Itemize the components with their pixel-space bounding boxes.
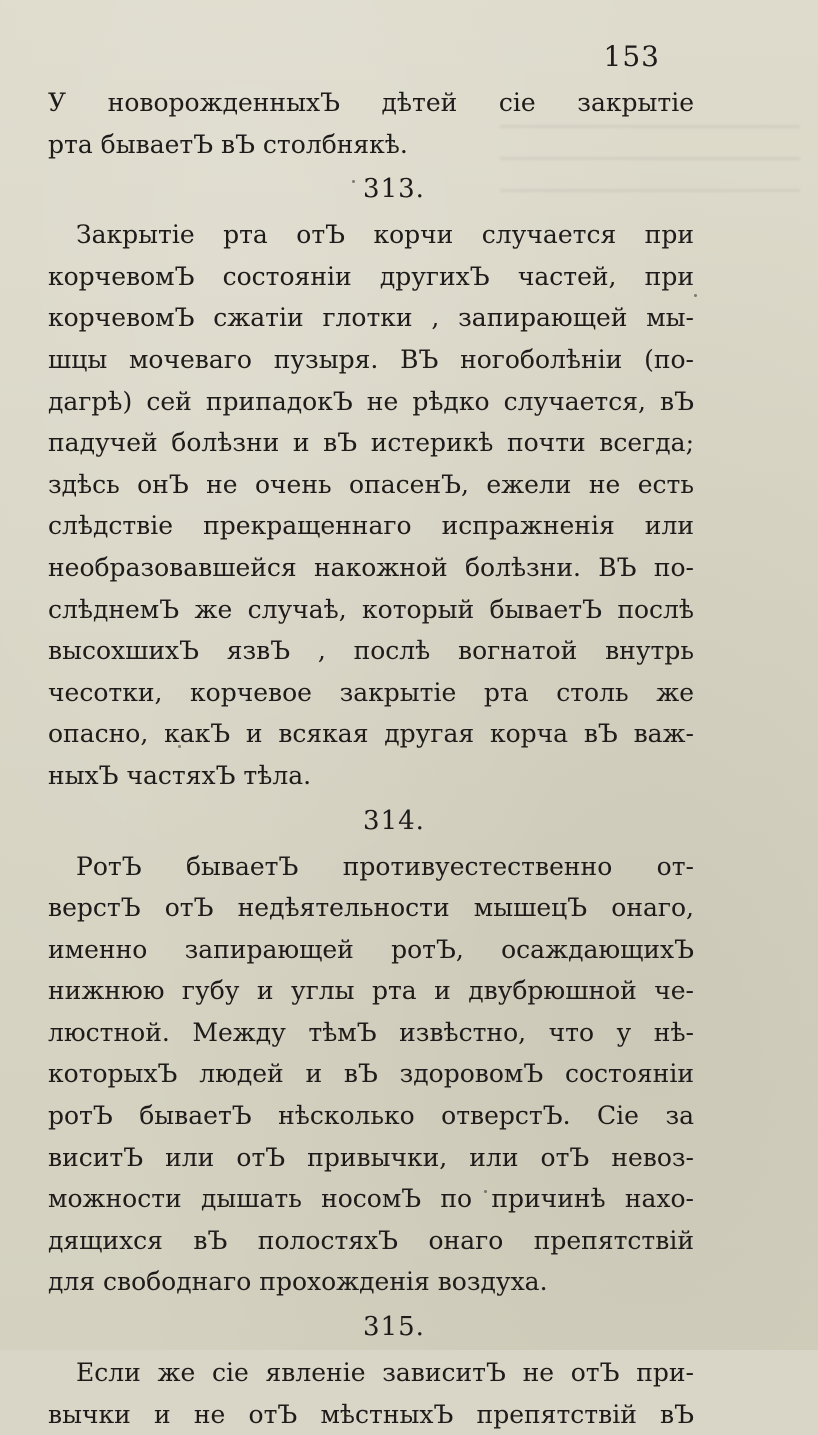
text-line: дагрѣ) сей припадокЪ не рѣдко случается, вЪ xyxy=(48,386,694,416)
text-line: необразовавшейся накожной болѣзни. ВЪ по- xyxy=(48,552,694,582)
text-line: шцы мочеваго пузыря. ВЪ ногоболѣніи (по- xyxy=(48,344,694,374)
text-line: опасно, какЪ и всякая другая корча вЪ важ- xyxy=(48,719,694,749)
text-line: дящихся вЪ полостяхЪ онаго препятствій xyxy=(48,1225,694,1255)
text-line: которыхЪ людей и вЪ здоровомЪ состояніи xyxy=(48,1059,694,1089)
text-line: У новорожденныхЪ дѣтей сіе закрытіе xyxy=(48,88,694,117)
text-line: РотЪ бываетЪ противуестественно от- xyxy=(76,851,694,881)
text-line: ныхЪ частяхЪ тѣла. xyxy=(48,760,312,790)
section-number-314: 314. xyxy=(363,805,425,836)
text-line: виситЪ или отЪ привычки, или отЪ невоз- xyxy=(48,1142,694,1172)
text-line: именно запирающей ротЪ, осаждающихЪ xyxy=(48,934,694,964)
text-line: корчевомЪ состояніи другихЪ частей, при xyxy=(48,261,694,291)
text-line: чесотки, корчевое закрытіе рта столь же xyxy=(48,677,694,707)
text-line: Если же сіе явленіе зависитЪ не отЪ при- xyxy=(76,1358,694,1388)
paper-speck xyxy=(694,294,697,297)
text-line: здѣсь онЪ не очень опасенЪ, ежели не есть xyxy=(48,469,694,499)
text-line: можности дышать носомЪ по причинѣ нахо- xyxy=(48,1184,694,1214)
text-line: высохшихЪ язвЪ , послѣ вогнатой внутрь xyxy=(48,636,694,666)
page-text xyxy=(48,82,694,1435)
text-line: корчевомЪ сжатіи глотки , запирающей мы- xyxy=(48,303,694,333)
text-line: падучей болѣзни и вЪ истерикѣ почти всегда; xyxy=(48,428,694,458)
text-line: ротЪ бываетЪ нѣсколько отверстЪ. Сіе за xyxy=(48,1101,694,1131)
text-line: вычки и не отЪ мѣстныхЪ препятствій вЪ xyxy=(48,1399,694,1429)
text-line: нижнюю губу и углы рта и двубрюшной че- xyxy=(48,976,694,1006)
section-number-313: 313. xyxy=(363,174,425,205)
text-line: Закрытіе рта отЪ корчи случается при xyxy=(76,220,694,250)
text-line: верстЪ отЪ недѣятельности мышецЪ онаго, xyxy=(48,893,694,923)
text-line: люстной. Между тѣмЪ извѣстно, что у нѣ- xyxy=(48,1017,694,1047)
text-line: для свободнаго прохожденія воздуха. xyxy=(48,1267,548,1297)
section-number-315: 315. xyxy=(363,1312,425,1343)
text-line: рта бываетЪ вЪ столбнякѣ. xyxy=(48,129,408,159)
text-line: слѣдствіе прекращеннаго испражненія или xyxy=(48,511,694,541)
text-line: слѣднемЪ же случаѣ, который бываетЪ послѣ xyxy=(48,594,694,624)
page-number: 153 xyxy=(603,40,660,73)
